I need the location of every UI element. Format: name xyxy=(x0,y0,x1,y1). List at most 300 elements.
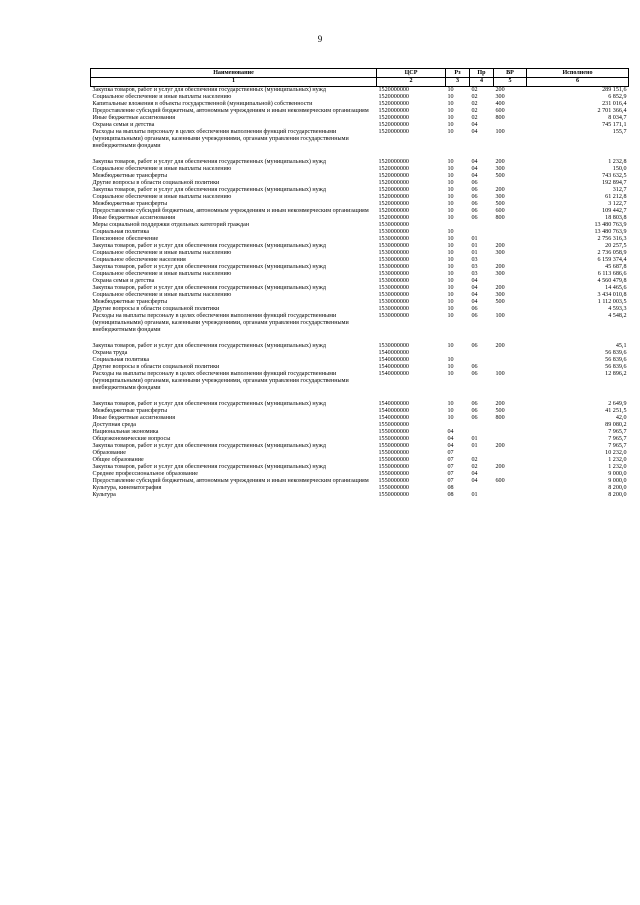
row-spacer-cell xyxy=(91,392,629,401)
table-row xyxy=(91,408,629,415)
table-row xyxy=(91,485,629,492)
table-row xyxy=(91,159,629,166)
table-row xyxy=(91,87,629,95)
row-pr-code: 06 xyxy=(471,364,478,370)
row-pr-code: 06 xyxy=(471,408,478,414)
row-pr-code: 06 xyxy=(471,194,478,200)
row-name: Иные бюджетные ассигнования xyxy=(92,415,176,421)
table-row xyxy=(91,492,629,499)
row-csr-code: 1550000000 xyxy=(378,485,409,491)
row-name: Предоставление субсидий бюджетным, автономным учреждениям и иным некоммерческим организациям xyxy=(92,208,369,214)
row-csr-code: 1540000000 xyxy=(378,401,409,407)
row-csr-code: 1520000000 xyxy=(378,180,409,186)
row-pr-code xyxy=(470,422,494,429)
table-row xyxy=(91,108,629,115)
row-rz-code: 10 xyxy=(447,122,454,128)
row-rz-code: 10 xyxy=(447,271,454,277)
table-row xyxy=(91,313,629,334)
row-vr-code: 400 xyxy=(495,101,505,107)
row-vr-code: 200 xyxy=(495,285,505,291)
column-header-pr: Пр xyxy=(470,69,494,78)
row-name: Меры социальной поддержки отдельных категорий граждан xyxy=(92,222,250,228)
row-amount: 1 232,8 xyxy=(608,159,627,165)
row-amount: 289 151,6 xyxy=(602,87,627,93)
table-row xyxy=(91,194,629,201)
row-amount: 1 112 003,5 xyxy=(597,299,627,305)
row-pr-code: 02 xyxy=(471,87,478,93)
row-amount: 13 480 763,9 xyxy=(594,229,627,235)
row-csr-code: 1520000000 xyxy=(378,194,409,200)
row-amount: 192 894,7 xyxy=(602,180,627,186)
row-rz-code: 04 xyxy=(447,436,454,442)
row-name: Социальное обеспечение и иные выплаты населению xyxy=(92,166,232,172)
table-row xyxy=(91,115,629,122)
row-rz-code: 10 xyxy=(447,236,454,242)
row-vr-code: 100 xyxy=(495,313,505,319)
row-pr-code xyxy=(470,429,494,436)
row-pr-code: 06 xyxy=(471,180,478,186)
row-name: Межбюджетные трансферты xyxy=(92,299,168,305)
row-csr-code: 1550000000 xyxy=(378,422,409,428)
row-amount: 56 839,6 xyxy=(605,357,627,363)
row-rz-code: 10 xyxy=(447,215,454,221)
table-row xyxy=(91,201,629,208)
row-vr-code: 100 xyxy=(495,371,505,377)
row-rz-code: 10 xyxy=(447,108,454,114)
row-pr-code: 04 xyxy=(471,299,478,305)
row-amount: 7 965,7 xyxy=(608,443,627,449)
row-rz-code: 10 xyxy=(447,257,454,263)
row-rz-code: 10 xyxy=(447,264,454,270)
row-vr-code: 300 xyxy=(495,94,505,100)
row-rz-code: 10 xyxy=(447,208,454,214)
table-row xyxy=(91,208,629,215)
row-csr-code: 1550000000 xyxy=(378,429,409,435)
row-name: Образование xyxy=(92,450,126,456)
row-csr-code: 1550000000 xyxy=(378,478,409,484)
row-rz-code: 08 xyxy=(447,485,454,491)
row-name: Закупка товаров, работ и услуг для обеспечения государственных (муниципальных) нужд xyxy=(92,243,326,249)
row-csr-code: 1520000000 xyxy=(378,94,409,100)
table-row xyxy=(91,350,629,357)
row-csr-code: 1530000000 xyxy=(378,271,409,277)
row-name: Иные бюджетные ассигнования xyxy=(92,115,176,121)
row-vr-code: 200 xyxy=(495,187,505,193)
row-amount: 56 839,6 xyxy=(605,364,627,370)
table-row xyxy=(91,243,629,250)
row-csr-code: 1520000000 xyxy=(378,87,409,93)
row-spacer xyxy=(91,150,629,159)
row-vr-code xyxy=(494,222,527,229)
table-row xyxy=(91,129,629,150)
row-vr-code: 800 xyxy=(495,115,505,121)
row-amount: 2 736 058,9 xyxy=(597,250,627,256)
row-amount: 3 122,7 xyxy=(608,201,627,207)
row-name: Капитальные вложения в объекты государственной (муниципальной) собственности xyxy=(92,101,313,107)
row-pr-code: 04 xyxy=(471,285,478,291)
row-rz-code: 07 xyxy=(447,478,454,484)
row-pr-code: 04 xyxy=(471,129,478,135)
row-pr-code: 04 xyxy=(471,122,478,128)
row-amount: 8 200,0 xyxy=(608,485,627,491)
table-row xyxy=(91,101,629,108)
row-pr-code: 04 xyxy=(471,173,478,179)
row-rz-code: 10 xyxy=(447,343,454,349)
row-vr-code xyxy=(494,180,527,187)
row-csr-code: 1540000000 xyxy=(378,364,409,370)
row-pr-code: 04 xyxy=(471,159,478,165)
row-amount: 155,7 xyxy=(612,129,627,135)
row-name: Иные бюджетные ассигнования xyxy=(92,215,176,221)
row-pr-code: 06 xyxy=(471,306,478,312)
column-number: 6 xyxy=(527,78,629,87)
row-csr-code: 1550000000 xyxy=(378,464,409,470)
row-amount: 1 232,0 xyxy=(608,457,627,463)
row-rz-code: 07 xyxy=(447,464,454,470)
row-vr-code: 200 xyxy=(495,343,505,349)
row-pr-code: 06 xyxy=(471,371,478,377)
row-csr-code: 1530000000 xyxy=(378,278,409,284)
row-pr-code xyxy=(470,229,494,236)
row-amount: 4 560 479,8 xyxy=(597,278,627,284)
row-name: Общеэкономические вопросы xyxy=(92,436,171,442)
table-row xyxy=(91,271,629,278)
row-rz-code: 10 xyxy=(447,278,454,284)
row-amount: 13 480 763,9 xyxy=(594,222,627,228)
row-name: Среднее профессиональное образование xyxy=(92,471,198,477)
row-name: Расходы на выплаты персоналу в целях обеспечения выполнения функций государственными (муниципальными) органами, казенными учреждениями, органами управления государственными внебюджетными фондами xyxy=(92,313,349,333)
row-vr-code: 300 xyxy=(495,194,505,200)
row-name: Общее образование xyxy=(92,457,144,463)
row-name: Другие вопросы в области социальной политики xyxy=(92,364,220,370)
row-csr-code: 1530000000 xyxy=(378,229,409,235)
table-row xyxy=(91,306,629,313)
row-pr-code: 01 xyxy=(471,243,478,249)
row-rz-code: 10 xyxy=(447,371,454,377)
row-name: Культура xyxy=(92,492,116,498)
row-amount: 7 965,7 xyxy=(608,429,627,435)
table-header-row xyxy=(91,69,629,78)
row-csr-code: 1520000000 xyxy=(378,201,409,207)
row-vr-code: 800 xyxy=(495,415,505,421)
row-spacer-cell xyxy=(91,334,629,343)
row-csr-code: 1540000000 xyxy=(378,415,409,421)
row-pr-code xyxy=(470,350,494,357)
table-row xyxy=(91,215,629,222)
row-rz-code: 10 xyxy=(447,408,454,414)
table-row xyxy=(91,464,629,471)
row-vr-code: 200 xyxy=(495,159,505,165)
table-row xyxy=(91,292,629,299)
row-rz-code: 10 xyxy=(447,313,454,319)
row-name: Социальное обеспечение населения xyxy=(92,257,186,263)
row-name: Национальная экономика xyxy=(92,429,159,435)
row-rz-code: 10 xyxy=(447,401,454,407)
row-spacer-cell xyxy=(91,150,629,159)
table-row xyxy=(91,180,629,187)
row-vr-code: 100 xyxy=(495,129,505,135)
row-vr-code: 600 xyxy=(495,108,505,114)
row-vr-code xyxy=(494,236,527,243)
row-csr-code: 1520000000 xyxy=(378,115,409,121)
column-header-name: Наименование xyxy=(91,69,377,78)
table-row xyxy=(91,429,629,436)
row-rz-code: 10 xyxy=(447,187,454,193)
row-name: Закупка товаров, работ и услуг для обеспечения государственных (муниципальных) нужд xyxy=(92,187,326,193)
row-vr-code: 300 xyxy=(495,271,505,277)
table-row xyxy=(91,236,629,243)
row-amount: 109 442,7 xyxy=(602,208,627,214)
row-pr-code: 06 xyxy=(471,313,478,319)
row-amount: 2 756 316,3 xyxy=(597,236,627,242)
row-pr-code: 06 xyxy=(471,215,478,221)
row-pr-code: 02 xyxy=(471,457,478,463)
row-amount: 2 649,9 xyxy=(608,401,627,407)
row-rz-code: 10 xyxy=(447,159,454,165)
row-csr-code: 1520000000 xyxy=(378,122,409,128)
table-row xyxy=(91,443,629,450)
row-csr-code: 1530000000 xyxy=(378,264,409,270)
row-csr-code: 1550000000 xyxy=(378,443,409,449)
row-vr-code xyxy=(494,457,527,464)
row-name: Культура, кинематография xyxy=(92,485,162,491)
row-pr-code: 03 xyxy=(471,264,478,270)
budget-execution-table xyxy=(90,68,629,499)
row-csr-code: 1550000000 xyxy=(378,457,409,463)
row-rz-code: 07 xyxy=(447,450,454,456)
row-csr-code: 1530000000 xyxy=(378,285,409,291)
row-vr-code xyxy=(494,364,527,371)
row-rz-code: 10 xyxy=(447,415,454,421)
row-pr-code: 02 xyxy=(471,101,478,107)
row-rz-code: 10 xyxy=(447,94,454,100)
row-rz-code: 08 xyxy=(447,492,454,498)
row-name: Доступная среда xyxy=(92,422,136,428)
row-vr-code: 200 xyxy=(495,443,505,449)
table-row xyxy=(91,278,629,285)
row-name: Закупка товаров, работ и услуг для обеспечения государственных (муниципальных) нужд xyxy=(92,285,326,291)
row-name: Расходы на выплаты персоналу в целях обеспечения выполнения функций государственными (муниципальными) органами, казенными учреждениями, органами управления государственными внебюджетными фондами xyxy=(92,371,349,391)
row-name: Межбюджетные трансферты xyxy=(92,408,168,414)
row-name: Пенсионное обеспечение xyxy=(92,236,159,242)
table-row xyxy=(91,422,629,429)
row-rz-code: 10 xyxy=(447,299,454,305)
row-vr-code: 500 xyxy=(495,299,505,305)
row-pr-code: 04 xyxy=(471,278,478,284)
row-pr-code: 01 xyxy=(471,492,478,498)
row-name: Расходы на выплаты персоналу в целях обеспечения выполнения функций государственными (муниципальными) органами, казенными учреждениями, органами управления государственными внебюджетными фондами xyxy=(92,129,349,149)
row-pr-code: 04 xyxy=(471,471,478,477)
row-amount: 1 232,0 xyxy=(608,464,627,470)
row-name: Закупка товаров, работ и услуг для обеспечения государственных (муниципальных) нужд xyxy=(92,401,326,407)
row-pr-code: 06 xyxy=(471,201,478,207)
table-row xyxy=(91,457,629,464)
row-vr-code xyxy=(494,257,527,264)
row-name: Охрана семьи и детства xyxy=(92,122,155,128)
row-csr-code: 1550000000 xyxy=(378,450,409,456)
page-number: 9 xyxy=(317,34,323,44)
row-rz-code: 10 xyxy=(447,250,454,256)
row-amount: 10 232,0 xyxy=(605,450,627,456)
row-amount: 6 852,9 xyxy=(608,94,627,100)
column-header-csr: ЦСР xyxy=(377,69,446,78)
table-row xyxy=(91,187,629,194)
row-csr-code: 1530000000 xyxy=(378,292,409,298)
row-csr-code: 1540000000 xyxy=(378,357,409,363)
row-vr-code xyxy=(494,492,527,499)
table-row xyxy=(91,222,629,229)
row-vr-code: 600 xyxy=(495,478,505,484)
row-csr-code: 1550000000 xyxy=(378,436,409,442)
row-pr-code: 06 xyxy=(471,401,478,407)
row-rz-code: 10 xyxy=(447,201,454,207)
row-vr-code xyxy=(494,357,527,364)
row-amount: 9 000,0 xyxy=(608,471,627,477)
row-csr-code: 1520000000 xyxy=(378,173,409,179)
table-row xyxy=(91,166,629,173)
row-csr-code: 1530000000 xyxy=(378,257,409,263)
row-name: Охрана семьи и детства xyxy=(92,278,155,284)
row-rz-code: 10 xyxy=(447,243,454,249)
row-name: Закупка товаров, работ и услуг для обеспечения государственных (муниципальных) нужд xyxy=(92,159,326,165)
table-row xyxy=(91,371,629,392)
row-csr-code: 1520000000 xyxy=(378,159,409,165)
row-amount: 6 159 374,4 xyxy=(597,257,627,263)
row-vr-code: 200 xyxy=(495,243,505,249)
row-pr-code: 01 xyxy=(471,236,478,242)
row-name: Социальное обеспечение и иные выплаты населению xyxy=(92,250,232,256)
row-csr-code: 1530000000 xyxy=(378,313,409,319)
row-vr-code xyxy=(494,122,527,129)
row-pr-code xyxy=(470,357,494,364)
row-amount: 3 434 010,8 xyxy=(597,292,627,298)
table-row xyxy=(91,257,629,264)
row-name: Закупка товаров, работ и услуг для обеспечения государственных (муниципальных) нужд xyxy=(92,87,326,93)
row-amount: 18 803,8 xyxy=(605,215,627,221)
row-csr-code: 1550000000 xyxy=(378,492,409,498)
row-csr-code: 1520000000 xyxy=(378,101,409,107)
row-csr-code: 1520000000 xyxy=(378,166,409,172)
row-amount: 4 593,3 xyxy=(608,306,627,312)
row-rz-code: 07 xyxy=(447,471,454,477)
table-body xyxy=(91,87,629,500)
column-header-rz: Рз xyxy=(446,69,470,78)
row-amount: 231 016,4 xyxy=(602,101,627,107)
row-name: Социальная политика xyxy=(92,357,150,363)
table-row xyxy=(91,436,629,443)
row-vr-code: 200 xyxy=(495,87,505,93)
column-number: 1 xyxy=(91,78,377,87)
row-rz-code: 10 xyxy=(447,129,454,135)
row-amount: 89 080,2 xyxy=(605,422,627,428)
row-amount: 8 200,0 xyxy=(608,492,627,498)
row-amount: 8 034,7 xyxy=(608,115,627,121)
row-vr-code xyxy=(494,278,527,285)
row-vr-code xyxy=(494,350,527,357)
row-csr-code: 1530000000 xyxy=(378,343,409,349)
table-row xyxy=(91,250,629,257)
row-pr-code: 01 xyxy=(471,250,478,256)
row-name: Социальное обеспечение и иные выплаты населению xyxy=(92,271,232,277)
row-rz-code xyxy=(446,222,470,229)
row-csr-code: 1520000000 xyxy=(378,215,409,221)
row-rz-code: 10 xyxy=(447,229,454,235)
row-amount: 745 171,1 xyxy=(602,122,627,128)
row-rz-code: 10 xyxy=(447,166,454,172)
row-rz-code: 04 xyxy=(447,429,454,435)
row-vr-code: 300 xyxy=(495,292,505,298)
row-csr-code: 1530000000 xyxy=(378,306,409,312)
row-spacer xyxy=(91,334,629,343)
table-row xyxy=(91,122,629,129)
row-pr-code: 01 xyxy=(471,436,478,442)
table-row xyxy=(91,299,629,306)
row-rz-code: 10 xyxy=(447,364,454,370)
column-number: 4 xyxy=(470,78,494,87)
row-csr-code: 1540000000 xyxy=(378,350,409,356)
row-vr-code xyxy=(494,450,527,457)
table-row xyxy=(91,364,629,371)
row-name: Социальное обеспечение и иные выплаты населению xyxy=(92,194,232,200)
table-row xyxy=(91,173,629,180)
row-amount: 14 465,6 xyxy=(605,285,627,291)
row-csr-code: 1530000000 xyxy=(378,222,409,228)
row-amount: 56 839,6 xyxy=(605,350,627,356)
row-amount: 45 687,8 xyxy=(605,264,627,270)
row-pr-code: 03 xyxy=(471,271,478,277)
row-csr-code: 1530000000 xyxy=(378,236,409,242)
row-name: Другие вопросы в области социальной политики xyxy=(92,306,220,312)
row-pr-code xyxy=(470,222,494,229)
column-number-row xyxy=(91,78,629,87)
row-pr-code: 02 xyxy=(471,464,478,470)
row-vr-code xyxy=(494,306,527,313)
row-csr-code: 1520000000 xyxy=(378,108,409,114)
row-csr-code: 1550000000 xyxy=(378,471,409,477)
row-amount: 2 701 366,4 xyxy=(597,108,627,114)
row-amount: 4 548,2 xyxy=(608,313,627,319)
row-name: Закупка товаров, работ и услуг для обеспечения государственных (муниципальных) нужд xyxy=(92,264,326,270)
row-pr-code: 06 xyxy=(471,415,478,421)
row-pr-code: 06 xyxy=(471,187,478,193)
row-name: Закупка товаров, работ и услуг для обеспечения государственных (муниципальных) нужд xyxy=(92,443,326,449)
row-vr-code: 200 xyxy=(495,264,505,270)
row-name: Межбюджетные трансферты xyxy=(92,173,168,179)
row-name: Другие вопросы в области социальной политики xyxy=(92,180,220,186)
row-vr-code: 300 xyxy=(495,166,505,172)
table-row xyxy=(91,357,629,364)
row-amount: 312,7 xyxy=(612,187,627,193)
row-name: Предоставление субсидий бюджетным, автономным учреждениям и иным некоммерческим организациям xyxy=(92,478,369,484)
row-pr-code: 06 xyxy=(471,208,478,214)
table-row xyxy=(91,401,629,408)
row-vr-code xyxy=(494,485,527,492)
row-amount: 20 257,5 xyxy=(605,243,627,249)
table-row xyxy=(91,343,629,350)
column-header-vr: ВР xyxy=(494,69,527,78)
row-rz-code: 10 xyxy=(447,115,454,121)
row-amount: 45,1 xyxy=(615,343,627,349)
row-csr-code: 1520000000 xyxy=(378,208,409,214)
row-pr-code: 01 xyxy=(471,443,478,449)
row-pr-code: 03 xyxy=(471,257,478,263)
row-csr-code: 1540000000 xyxy=(378,371,409,377)
row-amount: 9 000,0 xyxy=(608,478,627,484)
row-name: Охрана труда xyxy=(92,350,128,356)
row-vr-code xyxy=(494,422,527,429)
row-csr-code: 1530000000 xyxy=(378,243,409,249)
table-row xyxy=(91,94,629,101)
